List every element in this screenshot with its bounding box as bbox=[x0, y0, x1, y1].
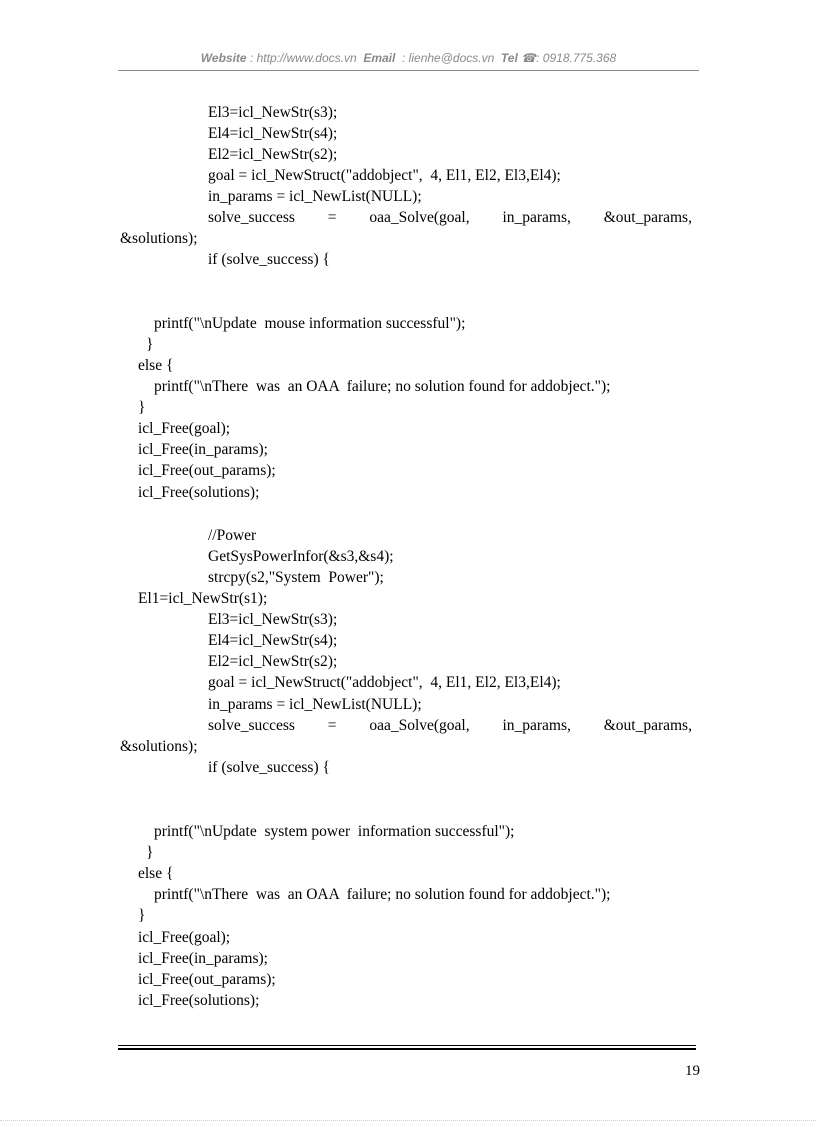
code-line: icl_Free(in_params); bbox=[138, 950, 268, 967]
code-token: solve_success bbox=[208, 717, 295, 734]
email-label: Email bbox=[363, 51, 396, 65]
code-token: &out_params, bbox=[603, 717, 692, 734]
code-token: solve_success bbox=[208, 209, 295, 226]
website-value: : http://www.docs.vn bbox=[249, 51, 357, 65]
code-line: El1=icl_NewStr(s1); bbox=[138, 590, 268, 607]
footer-divider-thick bbox=[118, 1048, 696, 1050]
code-token: oaa_Solve(goal, bbox=[369, 209, 470, 226]
code-line: } bbox=[146, 336, 154, 353]
code-line: else { bbox=[138, 357, 174, 374]
code-line: if (solve_success) { bbox=[208, 759, 330, 776]
code-token: in_params, bbox=[502, 717, 571, 734]
code-line: printf("\nThere was an OAA failure; no solution found for addobject."); bbox=[154, 378, 611, 395]
code-line: El3=icl_NewStr(s3); bbox=[208, 104, 338, 121]
code-line: icl_Free(in_params); bbox=[138, 441, 268, 458]
code-line: icl_Free(out_params); bbox=[138, 971, 276, 988]
code-line: printf("\nUpdate system power information successful"); bbox=[154, 823, 515, 840]
code-line: El3=icl_NewStr(s3); bbox=[208, 611, 338, 628]
code-line: icl_Free(solutions); bbox=[138, 484, 260, 501]
tel-value: : 0918.775.368 bbox=[536, 51, 617, 65]
code-line: in_params = icl_NewList(NULL); bbox=[208, 696, 422, 713]
page-edge bbox=[0, 1120, 816, 1121]
code-line: if (solve_success) { bbox=[208, 251, 330, 268]
code-token: &out_params, bbox=[603, 209, 692, 226]
code-line: } bbox=[138, 907, 146, 924]
code-token: oaa_Solve(goal, bbox=[369, 717, 470, 734]
code-line-justified bbox=[208, 209, 692, 227]
code-line-justified bbox=[208, 717, 692, 735]
code-line: } bbox=[146, 844, 154, 861]
code-line: else { bbox=[138, 865, 174, 882]
code-line: goal = icl_NewStruct("addobject", 4, El1, El2, El3,El4); bbox=[208, 167, 561, 184]
code-line: &solutions); bbox=[120, 230, 198, 247]
code-line: in_params = icl_NewList(NULL); bbox=[208, 188, 422, 205]
tel-label: Tel bbox=[500, 51, 518, 65]
code-line: icl_Free(goal); bbox=[138, 929, 231, 946]
footer-divider bbox=[118, 1045, 696, 1046]
code-line: El4=icl_NewStr(s4); bbox=[208, 125, 338, 142]
page-number: 19 bbox=[685, 1063, 700, 1079]
code-line: goal = icl_NewStruct("addobject", 4, El1, El2, El3,El4); bbox=[208, 674, 561, 691]
code-line: icl_Free(goal); bbox=[138, 420, 231, 437]
code-line: //Power bbox=[208, 527, 257, 544]
code-line: El2=icl_NewStr(s2); bbox=[208, 146, 338, 163]
code-line: GetSysPowerInfor(&s3,&s4); bbox=[208, 548, 394, 565]
code-line: El2=icl_NewStr(s2); bbox=[208, 653, 338, 670]
website-label: Website bbox=[200, 51, 247, 65]
code-line: icl_Free(solutions); bbox=[138, 992, 260, 1009]
phone-icon: ☎ bbox=[521, 51, 537, 65]
code-token: = bbox=[327, 209, 337, 226]
code-line: icl_Free(out_params); bbox=[138, 462, 276, 479]
code-line: printf("\nThere was an OAA failure; no solution found for addobject."); bbox=[154, 886, 611, 903]
code-token: in_params, bbox=[502, 209, 571, 226]
code-line: El4=icl_NewStr(s4); bbox=[208, 632, 338, 649]
code-line: &solutions); bbox=[120, 738, 198, 755]
code-token: = bbox=[327, 717, 337, 734]
code-line: } bbox=[138, 399, 146, 416]
code-line: strcpy(s2,"System Power"); bbox=[208, 569, 384, 586]
email-value: : lienhe@docs.vn bbox=[402, 51, 495, 65]
code-line: printf("\nUpdate mouse information successful"); bbox=[154, 315, 466, 332]
